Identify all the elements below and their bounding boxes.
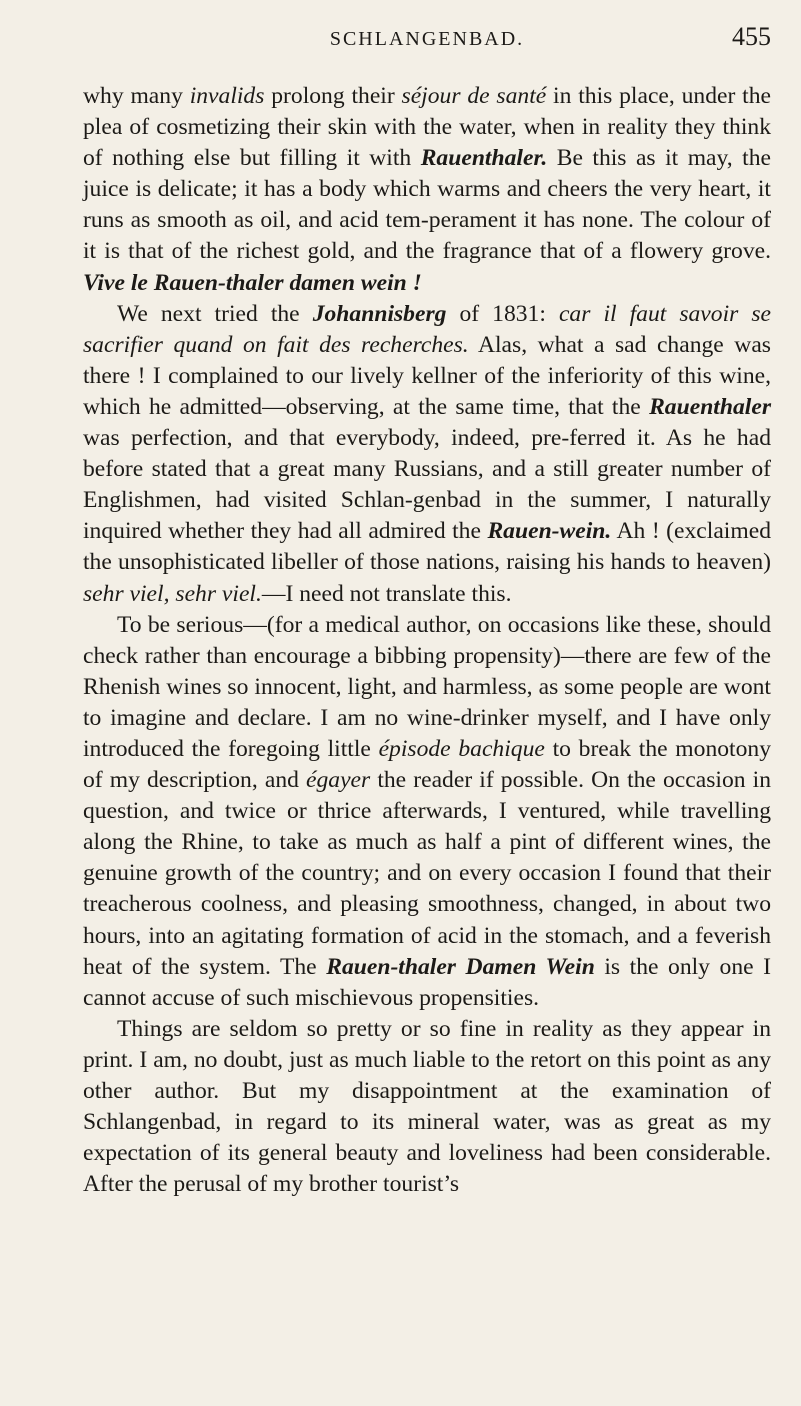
paragraph-4 (83, 1014, 771, 1201)
bold-italic-text: Vive le Rauen-thaler damen wein ! (83, 269, 422, 296)
text-run: prolong their (264, 83, 402, 109)
body-text (83, 81, 771, 1200)
text-run: Ah ! (exclaimed the unsophisticated libeller of those nations, raising his hands to heaven) (83, 518, 771, 576)
italic-text: invalids (189, 83, 265, 109)
text-run: is the only one I cannot accuse of such mischievous propensities. (83, 953, 771, 1011)
text-run: Things are seldom so pretty or so fine in reality as they appear in print. I am, no doubt, just as much liable to the retort on this point as any other author. But my disappointment at the examination of Schlangenbad, in regard to its mineral water, was as great as my expectation of its general beauty and loveliness had been considerable. After the perusal of my brother tourist’s (83, 1015, 771, 1198)
running-title: SCHLANGENBAD. (329, 28, 525, 50)
running-head (83, 22, 771, 62)
bold-italic-text: Rauenthaler. (420, 145, 548, 172)
text-run: Be this as it may, the juice is delicate; it has a body which warms and cheers the very heart, it runs as smooth as oil, and acid tem-perament it has none. The colour of it is that of the richest gold, and the fragrance that of a flowery grove. (83, 145, 771, 265)
bold-italic-text: Johannisberg (312, 300, 447, 327)
text-run: in this place, under the plea of cosmetizing their skin with the water, when in reality they think of nothing else but filling it with (83, 83, 771, 172)
text-run: We next tried the (117, 300, 313, 327)
text-run: the reader if possible. On the occasion in question, and twice or thrice afterwards, I ventured, while travelling along the Rhine, to take as much as half a pint of different wines, the genuine growth of the country; and on every occasion I found that their treacherous coolness, and pleasing smoothness, changed, in about two hours, into an agitating formation of acid in the stomach, and a feverish heat of the system. The (83, 767, 771, 980)
paragraph-3 (83, 610, 771, 1014)
italic-text: épisode bachique (378, 735, 545, 762)
text-run: —I need not translate this. (261, 580, 512, 607)
text-run: was perfection, and that everybody, indeed, pre-ferred it. As he had before stated that a great many Russians, and a still greater number of Englishmen, had visited Schlan-genbad in the summer, I naturally inquired whether they had all admired the (83, 425, 771, 545)
bold-italic-text: Rauenthaler (649, 393, 771, 420)
bold-italic-text: Rauen-wein. (487, 518, 612, 545)
text-run: To be serious—(for a medical author, on occasions like these, should check rather than encourage a bibbing propensity)—there are few of the Rhenish wines so innocent, light, and harmless, as some people are wont to imagine and declare. I am no wine-drinker myself, and I have only introduced the foregoing little (83, 611, 771, 762)
italic-text: séjour de santé (401, 83, 547, 109)
paragraph-1 (83, 81, 771, 299)
text-run: Alas, what a sad change was there ! I complained to our lively kellner of the inferiority of this wine, which he admitted—observing, at the same time, that the (83, 331, 771, 420)
italic-text: car il faut savoir se sacrifier quand on fait des recherches. (83, 300, 772, 358)
bold-italic-text: Rauen-thaler Damen Wein (326, 953, 595, 980)
italic-text: égayer (306, 767, 371, 794)
text-run: to break the monotony of my description, and (83, 735, 771, 794)
paragraph-2 (83, 299, 771, 610)
italic-text: sehr viel, sehr viel. (83, 580, 262, 607)
text-run: of 1831: (446, 300, 559, 327)
page-number: 455 (732, 22, 771, 51)
text-run: why many (83, 83, 190, 109)
